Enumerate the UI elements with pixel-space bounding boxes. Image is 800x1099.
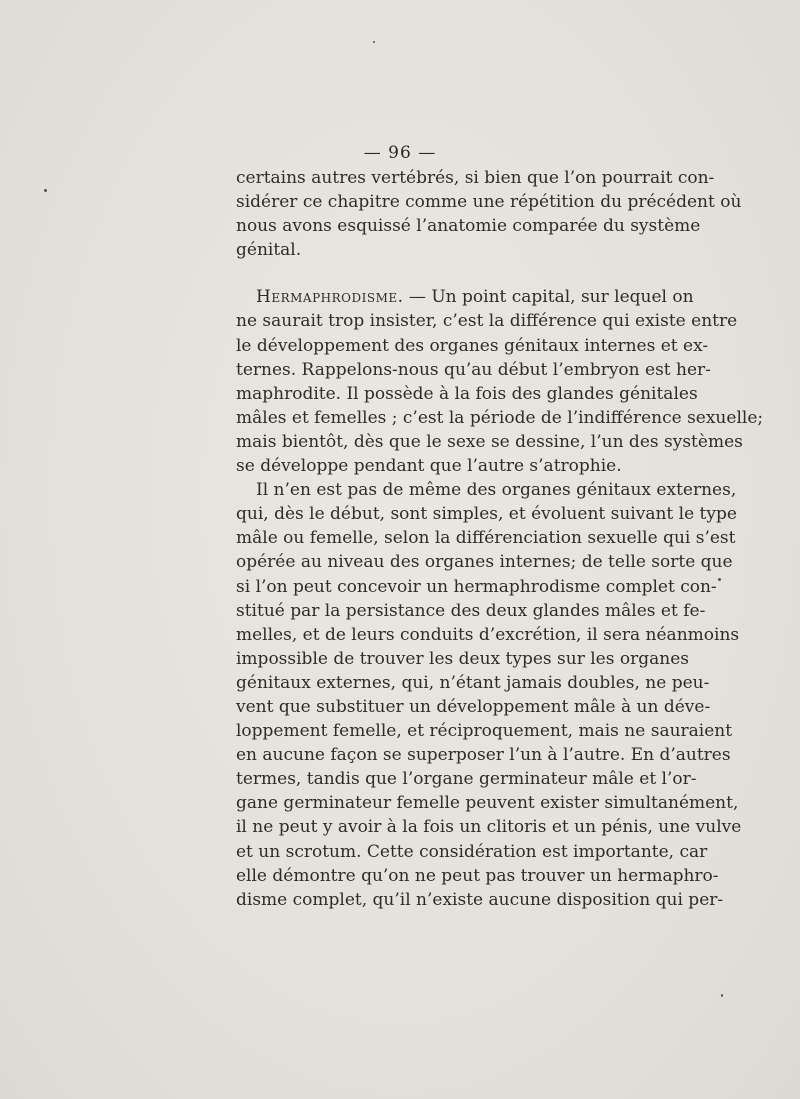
text-line: mâles et femelles ; c’est la période de l’indifférence sexuelle;: [236, 407, 764, 428]
text-line: loppement femelle, et réciproquement, mais ne sauraient: [236, 721, 733, 742]
text-line: génital.: [236, 240, 302, 261]
text-line: certains autres vertébrés, si bien que l’on pourrait con-: [236, 168, 715, 188]
heading-line-text: — Un point capital, sur lequel on: [403, 287, 694, 308]
paper-speck: [44, 189, 47, 192]
paragraph-continuation: [236, 166, 742, 262]
text-line: gane germinateur femelle peuvent exister simultanément,: [236, 793, 739, 814]
text-line: elle démontre qu’on ne peut pas trouver un hermaphro-: [236, 865, 719, 886]
text-line: stitué par la persistance des deux glandes mâles et fe-: [236, 600, 706, 621]
text-line: maphrodite. Il possède à la fois des glandes génitales: [236, 383, 698, 404]
text-line: Il n’en est pas de même des organes génitaux externes,: [256, 480, 737, 501]
text-line: impossible de trouver les deux types sur les organes: [236, 648, 689, 669]
text-line: disme complet, qu’il n’existe aucune disposition qui per-: [236, 889, 724, 910]
text-line: nous avons esquissé l’anatomie comparée du système: [236, 216, 701, 237]
text-line: et un scrotum. Cette considération est importante, car: [236, 841, 708, 862]
text-line: le développement des organes génitaux internes et ex-: [236, 335, 709, 356]
text-line: mais bientôt, dès que le sexe se dessine, l’un des systèmes: [236, 431, 743, 452]
text-line: sidérer ce chapitre comme une répétition du précédent où: [236, 192, 742, 213]
text-line: génitaux externes, qui, n’étant jamais doubles, ne peu-: [236, 672, 710, 693]
text-line: qui, dès le début, sont simples, et évoluent suivant le type: [236, 504, 737, 525]
paper-speck: [718, 578, 721, 581]
text-line: si l’on peut concevoir un hermaphrodisme complet con-: [236, 576, 717, 597]
paper-speck: [373, 41, 375, 43]
section-heading: Hermaphrodisme.: [256, 287, 404, 308]
text-line: [236, 285, 694, 309]
text-line: opérée au niveau des organes internes; de telle sorte que: [236, 552, 733, 573]
text-line: ne saurait trop insister, c’est la différence qui existe entre: [236, 311, 738, 332]
text-line: vent que substituer un développement mâle à un déve-: [236, 696, 711, 717]
text-line: ternes. Rappelons-nous qu’au début l’embryon est her-: [236, 359, 711, 380]
paragraph-organes-externes: [236, 478, 742, 912]
text-line: en aucune façon se superposer l’un à l’autre. En d’autres: [236, 745, 731, 766]
paragraph-hermaphrodisme: [236, 285, 764, 478]
paper-speck: [721, 994, 723, 997]
text-line: termes, tandis que l’organe germinateur mâle et l’or-: [236, 769, 697, 790]
page-number: — 96 —: [363, 143, 437, 163]
text-line: il ne peut y avoir à la fois un clitoris et un pénis, une vulve: [236, 817, 742, 838]
text-line: se développe pendant que l’autre s’atrophie.: [236, 456, 622, 477]
body-text: [236, 166, 764, 912]
text-line: mâle ou femelle, selon la différenciation sexuelle qui s’est: [236, 528, 736, 549]
text-line: melles, et de leurs conduits d’excrétion, il sera néanmoins: [236, 624, 740, 645]
